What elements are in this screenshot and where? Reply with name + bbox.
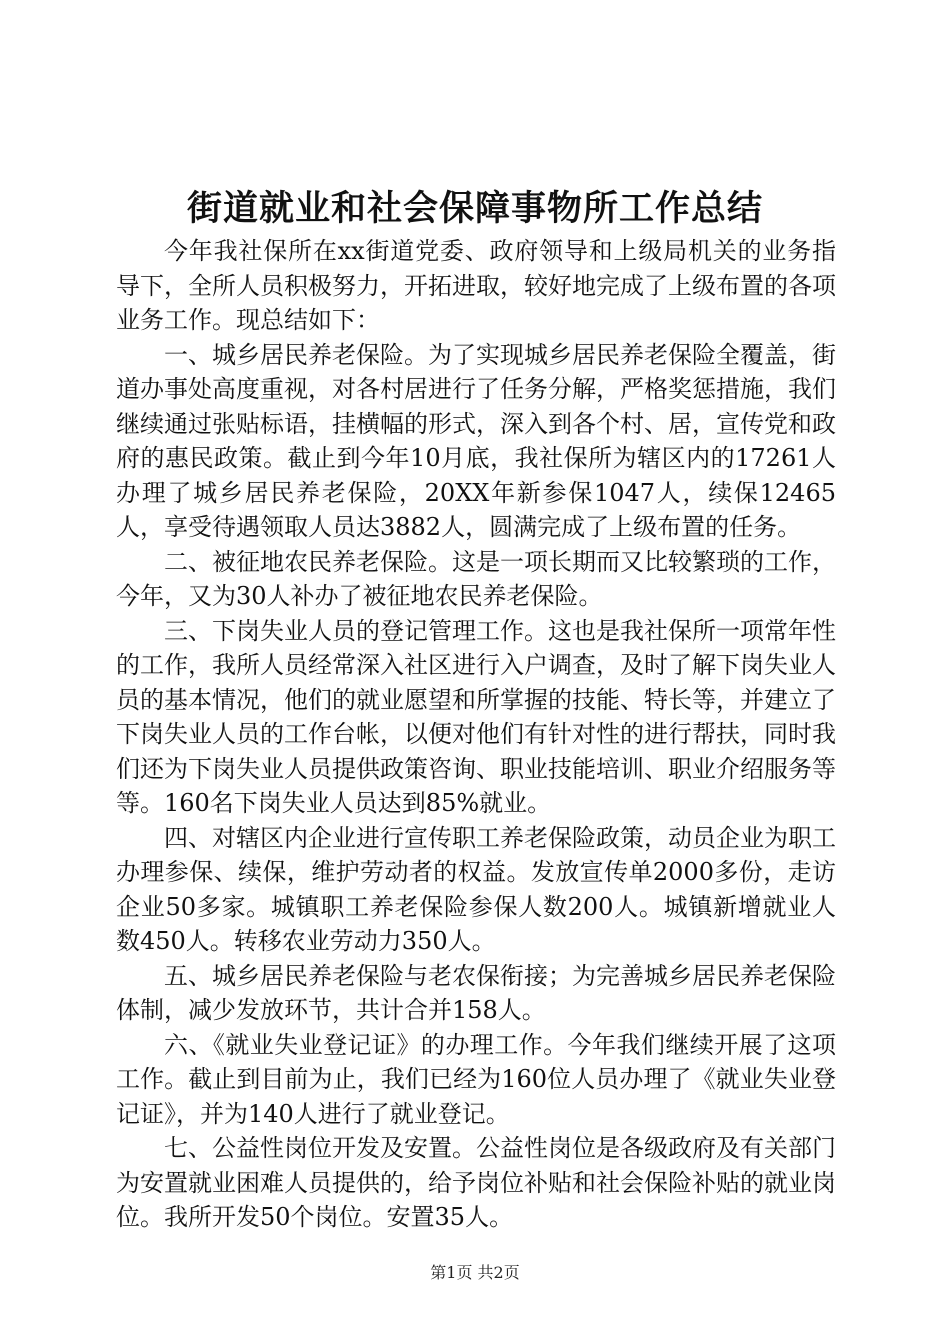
page-footer: 第1页 共2页 [430,1263,520,1282]
paragraph-section-7: 七、公益性岗位开发及安置。公益性岗位是各级政府及有关部门为安置就业困难人员提供的，给予岗位补贴和社会保险补贴的就业岗位。我所开发50个岗位。安置35人。 [116,1134,836,1231]
document-body [116,234,836,1235]
document-title: 街道就业和社会保障事物所工作总结 [186,188,763,229]
paragraph-section-2: 二、被征地农民养老保险。这是一项长期而又比较繁琐的工作，今年，又为30人补办了被征地农民养老保险。 [116,547,836,610]
paragraph-intro: 今年我社保所在xx街道党委、政府领导和上级局机关的业务指导下，全所人员积极努力，开拓进取，较好地完成了上级布置的各项业务工作。现总结如下： [116,237,836,334]
paragraph-section-5: 五、城乡居民养老保险与老农保衔接；为完善城乡居民养老保险体制，减少发放环节，共计合并158人。 [116,961,836,1024]
paragraph-section-3: 三、下岗失业人员的登记管理工作。这也是我社保所一项常年性的工作，我所人员经常深入社区进行入户调查，及时了解下岗失业人员的基本情况，他们的就业愿望和所掌握的技能、特长等，并建立了下岗失业人员的工作台帐，以便对他们有针对性的进行帮扶，同时我们还为下岗失业人员提供政策咨询、职业技能培训、职业介绍服务等等。160名下岗失业人员达到85%就业。 [116,616,836,817]
paragraph-section-1: 一、城乡居民养老保险。为了实现城乡居民养老保险全覆盖，街道办事处高度重视，对各村居进行了任务分解，严格奖惩措施，我们继续通过张贴标语，挂横幅的形式，深入到各个村、居，宣传党和政府的惠民政策。截止到今年10月底，我社保所为辖区内的17261人办理了城乡居民养老保险，20XX年新参保1047人，续保12465人，享受待遇领取人员达3882人，圆满完成了上级布置的任务。 [116,340,836,541]
paragraph-section-6: 六、《就业失业登记证》的办理工作。今年我们继续开展了这项工作。截止到目前为止，我们已经为160位人员办理了《就业失业登记证》，并为140人进行了就业登记。 [116,1030,836,1128]
paragraph-section-4: 四、对辖区内企业进行宣传职工养老保险政策，动员企业为职工办理参保、续保，维护劳动者的权益。发放宣传单2000多份，走访企业50多家。城镇职工养老保险参保人数200人。城镇新增就业人数450人。转移农业劳动力350人。 [116,823,836,955]
